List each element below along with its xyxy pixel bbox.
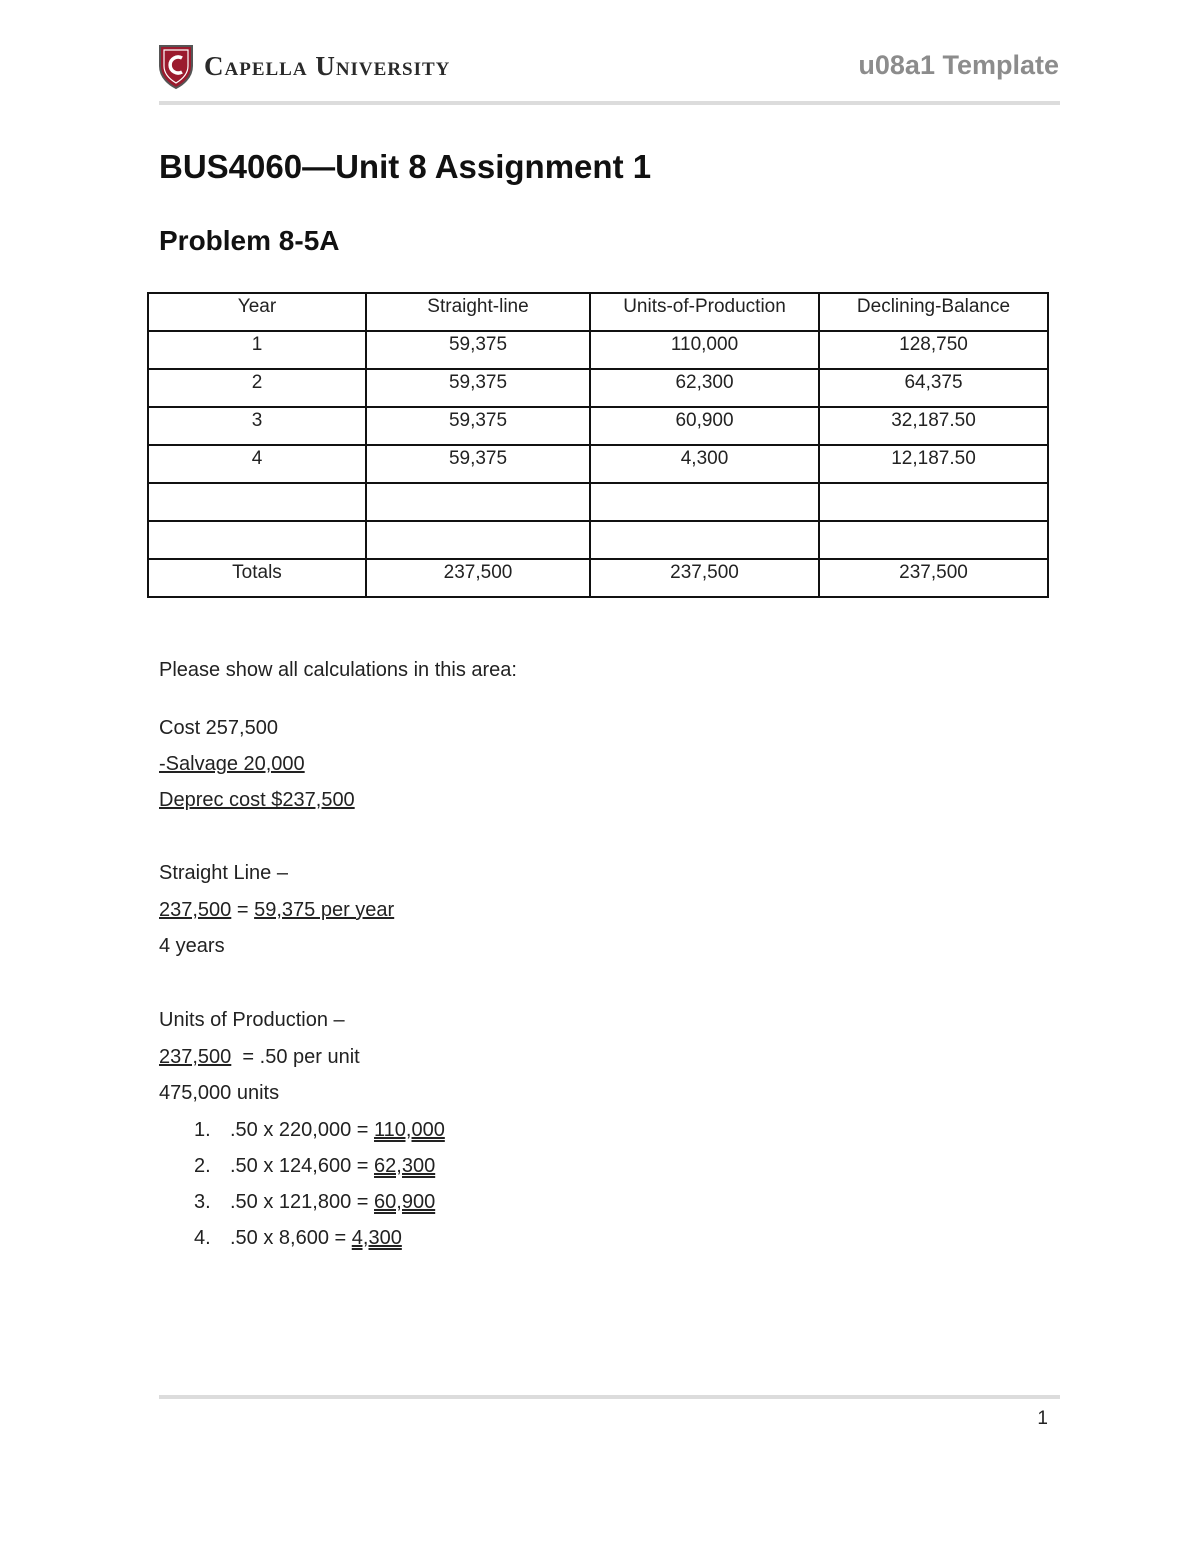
table-cell: 12,187.50 — [819, 445, 1048, 483]
table-cell: 59,375 — [366, 369, 590, 407]
units-formula — [159, 1046, 360, 1069]
list-result: 110,000 — [374, 1119, 445, 1141]
table-row-empty — [148, 521, 1048, 559]
up-denominator: 475,000 units — [159, 1082, 280, 1104]
template-label: u08a1 Template — [858, 50, 1059, 80]
header-cell: Declining-Balance — [819, 293, 1048, 331]
table-cell: 3 — [148, 407, 366, 445]
deprec-cost-line: Deprec cost $237,500 — [159, 789, 355, 811]
sl-denominator: 4 years — [159, 935, 225, 957]
list-result: 4,300 — [351, 1227, 402, 1249]
list-item — [194, 1119, 445, 1142]
table-row — [148, 369, 1048, 407]
page-number: 1 — [1037, 1408, 1048, 1429]
header-cell: Units-of-Production — [590, 293, 819, 331]
up-numerator: 237,500 — [159, 1046, 232, 1068]
table-cell: 4,300 — [590, 445, 819, 483]
table-header-row — [148, 293, 1048, 331]
straight-line-heading: Straight Line – — [159, 862, 288, 884]
units-heading: Units of Production – — [159, 1009, 345, 1031]
list-result: 62,300 — [374, 1155, 436, 1177]
calculations-prompt: Please show all calculations in this area: — [159, 659, 517, 681]
table-cell: 128,750 — [819, 331, 1048, 369]
table-row — [148, 445, 1048, 483]
table-cell: 64,375 — [819, 369, 1048, 407]
list-number: 3. — [194, 1191, 211, 1213]
sl-numerator: 237,500 — [159, 899, 232, 921]
table-cell — [819, 521, 1048, 559]
table-cell: 32,187.50 — [819, 407, 1048, 445]
table-cell: 110,000 — [590, 331, 819, 369]
sl-equals: = — [231, 899, 255, 921]
sl-result: 59,375 per year — [254, 899, 395, 921]
cost-line: Cost 257,500 — [159, 717, 278, 739]
list-expression: .50 x 124,600 = — [230, 1155, 375, 1177]
table-cell: 59,375 — [366, 407, 590, 445]
capella-logo — [158, 42, 450, 90]
salvage-line: -Salvage 20,000 — [159, 753, 305, 775]
table-cell — [819, 483, 1048, 521]
table-cell: 4 — [148, 445, 366, 483]
list-item — [194, 1191, 435, 1214]
up-rest: = .50 per unit — [231, 1046, 360, 1068]
table-cell: 237,500 — [366, 559, 590, 597]
list-number: 1. — [194, 1119, 211, 1141]
list-result: 60,900 — [374, 1191, 436, 1213]
depreciation-table — [147, 292, 1049, 598]
table-cell — [366, 521, 590, 559]
table-cell: 60,900 — [590, 407, 819, 445]
table-cell — [366, 483, 590, 521]
page-title: BUS4060—Unit 8 Assignment 1 — [159, 148, 652, 185]
table-cell: 237,500 — [590, 559, 819, 597]
header-divider — [159, 101, 1060, 105]
table-cell: 1 — [148, 331, 366, 369]
table-cell — [148, 483, 366, 521]
table-row — [148, 407, 1048, 445]
table-row — [148, 331, 1048, 369]
table-cell: 59,375 — [366, 331, 590, 369]
totals-row — [148, 559, 1048, 597]
table-cell: 2 — [148, 369, 366, 407]
table-cell: 62,300 — [590, 369, 819, 407]
table-row-empty — [148, 483, 1048, 521]
table-cell — [590, 521, 819, 559]
straight-line-formula — [159, 899, 394, 922]
list-expression: .50 x 220,000 = — [230, 1119, 375, 1141]
logo-wordmark: Capella University — [204, 50, 451, 81]
footer-divider — [159, 1395, 1060, 1399]
table-cell: 237,500 — [819, 559, 1048, 597]
header-cell: Straight-line — [366, 293, 590, 331]
shield-icon — [158, 42, 194, 90]
list-item — [194, 1155, 435, 1178]
list-expression: .50 x 121,800 = — [230, 1191, 375, 1213]
problem-heading: Problem 8-5A — [159, 225, 340, 256]
list-number: 4. — [194, 1227, 211, 1249]
header-cell: Year — [148, 293, 366, 331]
table-cell: 59,375 — [366, 445, 590, 483]
list-expression: .50 x 8,600 = — [230, 1227, 352, 1249]
list-item — [194, 1227, 402, 1250]
table-cell: Totals — [148, 559, 366, 597]
list-number: 2. — [194, 1155, 211, 1177]
table-cell — [148, 521, 366, 559]
table-cell — [590, 483, 819, 521]
